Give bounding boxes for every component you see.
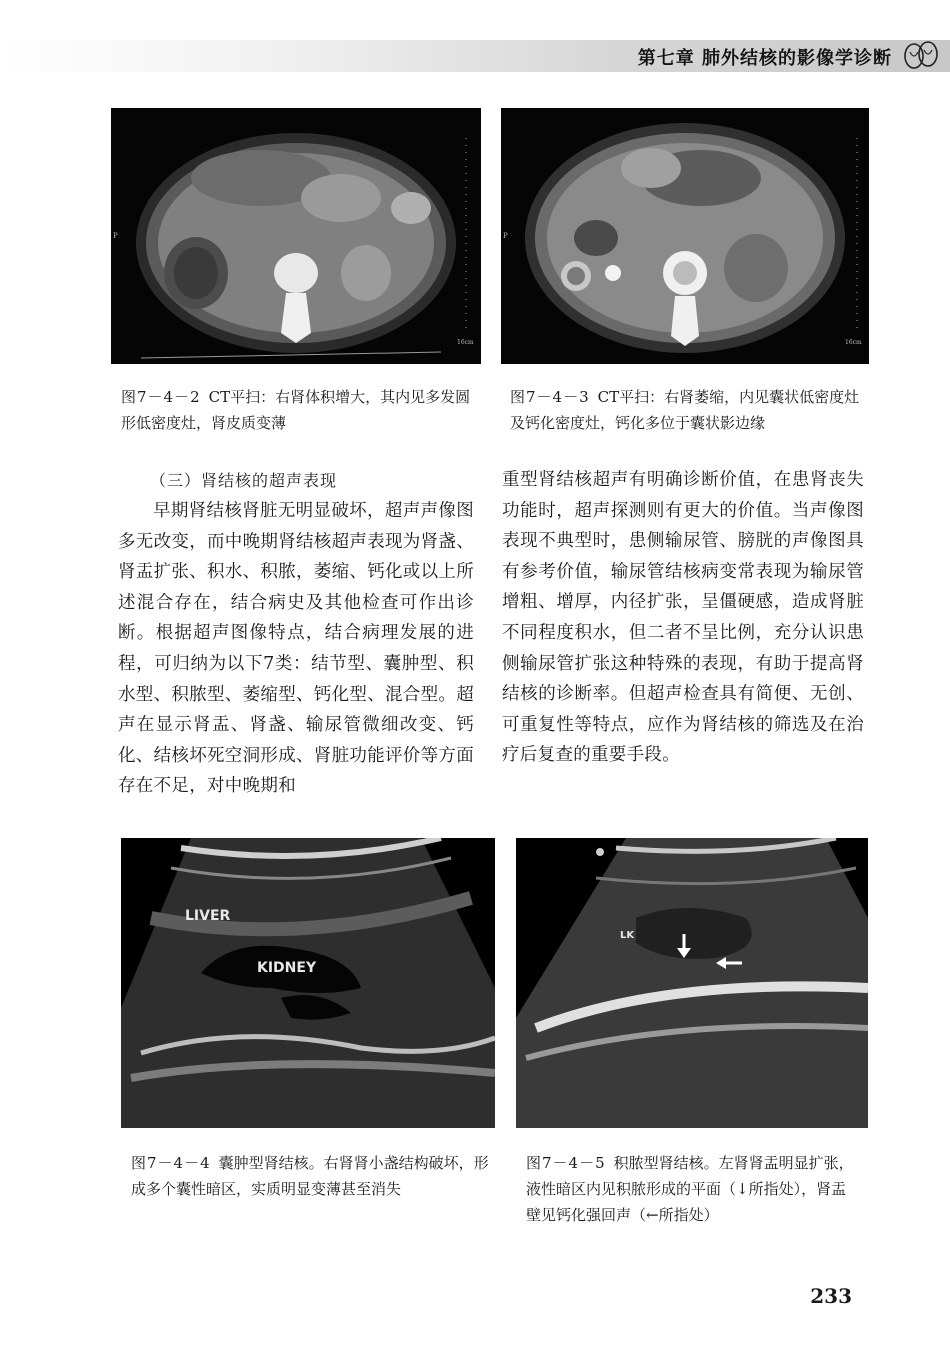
ct-label-p: P: [113, 232, 118, 240]
caption-fig-7-4-5: [526, 1150, 858, 1228]
caption-number: 图7－4－2: [121, 388, 201, 406]
ultrasound-image-fig-7-4-4: [121, 838, 495, 1128]
caption-text: 积脓型肾结核。左肾肾盂明显扩张，液性暗区内见积脓形成的平面（↓所指处），肾盂壁见钙化强回声（←所指处）: [526, 1154, 854, 1224]
body-left-column: [118, 496, 474, 802]
caption-fig-7-4-2: [121, 384, 483, 436]
caption-fig-7-4-4: [131, 1150, 493, 1202]
ultrasound-label-lk: LK: [620, 930, 635, 941]
caption-number: 图7－4－3: [510, 388, 590, 406]
chapter-title: 第七章 肺外结核的影像学诊断: [637, 48, 892, 69]
caption-number: 图7－4－5: [526, 1154, 606, 1172]
ultrasound-label-kidney: KIDNEY: [257, 960, 317, 976]
ct-scale-label: 16cm: [845, 339, 862, 346]
section-title: （三）肾结核的超声表现: [150, 471, 338, 490]
body-paragraph: 早期肾结核肾脏无明显破坏，超声声像图多无改变，而中晚期肾结核超声表现为肾盏、肾盂扩张、积水、积脓，萎缩、钙化或以上所述混合存在，结合病史及其他检查可作出诊断。根据超声图像特点，结合病理发展的进程，可归纳为以下7类：结节型、囊肿型、积水型、积脓型、萎缩型、钙化型、混合型。超声在显示肾盂、肾盏、输尿管微细改变、钙化、结核坏死空洞形成、肾脏功能评价等方面存在不足，对中晚期和: [118, 501, 474, 797]
page-number: 233: [810, 1284, 852, 1308]
ct-label-p: P: [503, 232, 508, 240]
caption-number: 图7－4－4: [131, 1154, 211, 1172]
body-right-column: [502, 465, 864, 771]
caption-fig-7-4-3: [510, 384, 872, 436]
ct-scale-label: 16cm: [457, 339, 474, 346]
caption-text: CT平扫：右肾萎缩，内见囊状低密度灶及钙化密度灶，钙化多位于囊状影边缘: [510, 388, 860, 432]
body-paragraph: 重型肾结核超声有明确诊断价值，在患肾丧失功能时，超声探测则有更大的价值。当声像图表现不典型时，患侧输尿管、膀胱的声像图具有参考价值，输尿管结核病变常表现为输尿管增粗、增厚，内径扩张，呈僵硬感，造成肾脏不同程度积水，但二者不呈比例，充分认识患侧输尿管扩张这种特殊的表现，有助于提高肾结核的诊断率。但超声检查具有简便、无创、可重复性等特点，应作为肾结核的筛选及在治疗后复查的重要手段。: [502, 470, 864, 766]
caption-text: 囊肿型肾结核。右肾肾小盏结构破坏，形成多个囊性暗区，实质明显变薄甚至消失: [131, 1154, 489, 1198]
caption-text: CT平扫：右肾体积增大，其内见多发圆形低密度灶，肾皮质变薄: [121, 388, 471, 432]
ultrasound-label-liver: LIVER: [185, 908, 231, 924]
ultrasound-image-fig-7-4-5: [516, 838, 868, 1128]
ct-image-fig-7-4-3: [501, 108, 869, 364]
flower-ornament-icon: [902, 40, 940, 70]
ct-image-fig-7-4-2: [111, 108, 481, 364]
